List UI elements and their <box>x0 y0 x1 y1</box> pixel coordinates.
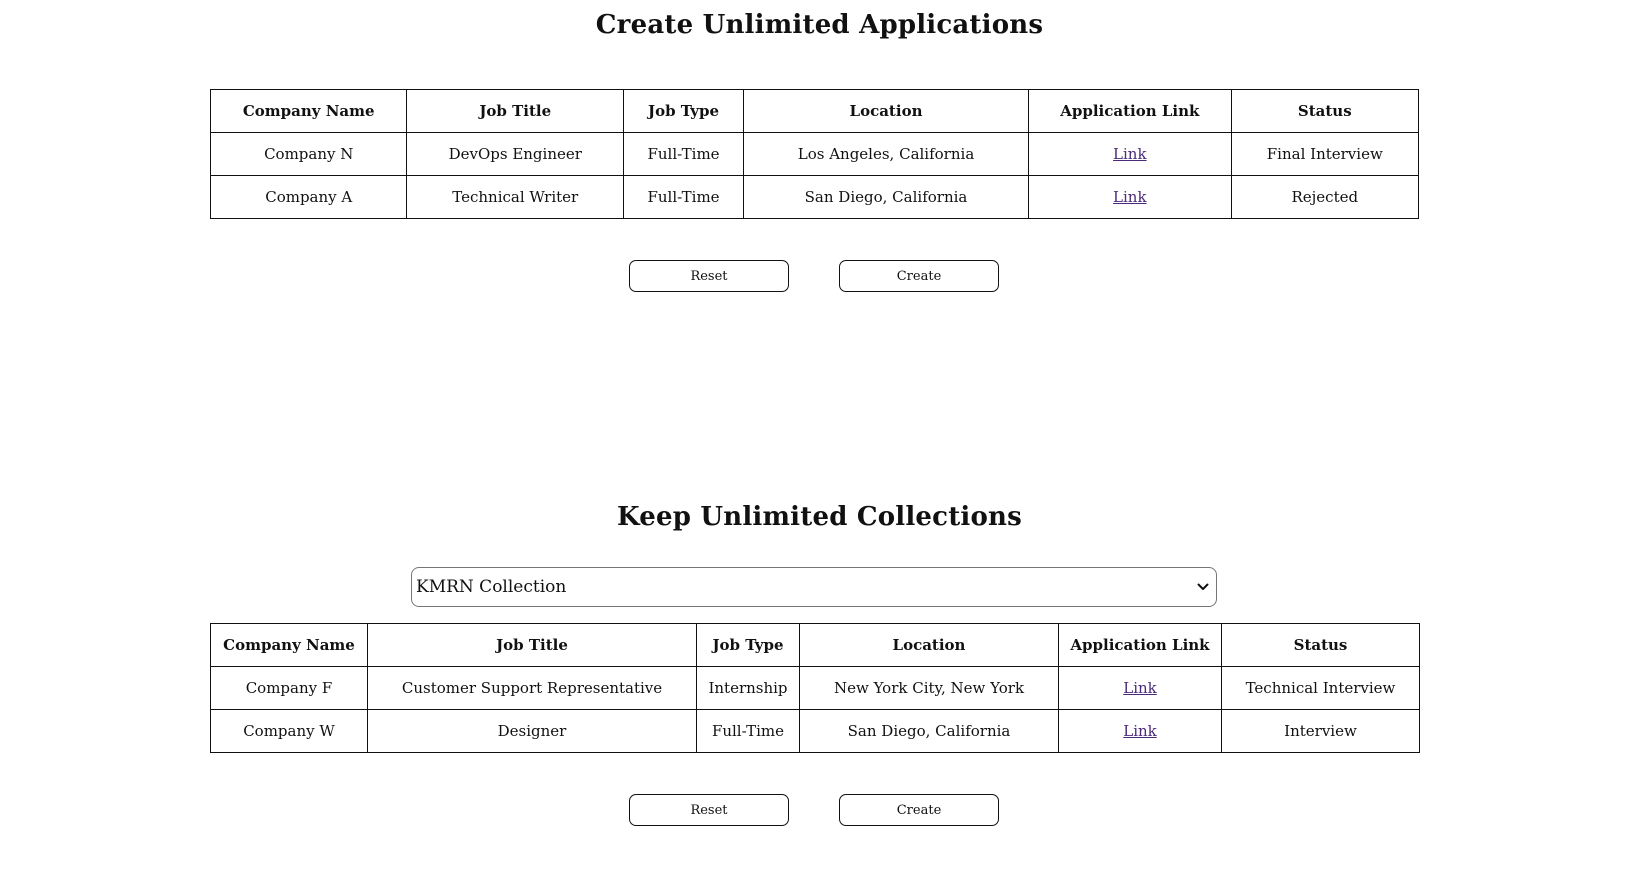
applications-table <box>210 89 1419 219</box>
cell-status: Rejected <box>1231 176 1418 219</box>
table-row <box>211 710 1420 753</box>
table-row <box>211 133 1419 176</box>
cell-company: Company W <box>211 710 368 753</box>
cell-job-type: Full-Time <box>624 176 744 219</box>
column-header-application-link: Application Link <box>1029 90 1232 133</box>
cell-application-link <box>1029 133 1232 176</box>
cell-job-title: DevOps Engineer <box>407 133 624 176</box>
cell-job-type: Full-Time <box>624 133 744 176</box>
cell-job-title: Customer Support Representative <box>368 667 697 710</box>
applications-reset-button[interactable]: Reset <box>629 260 789 292</box>
collections-reset-button[interactable]: Reset <box>629 794 789 826</box>
collections-button-row <box>0 794 1639 826</box>
column-header-company-name: Company Name <box>211 90 407 133</box>
cell-application-link <box>1059 710 1222 753</box>
column-header-location: Location <box>743 90 1028 133</box>
cell-application-link <box>1059 667 1222 710</box>
collection-select-value: KMRN Collection <box>416 577 567 597</box>
cell-status: Technical Interview <box>1222 667 1420 710</box>
collections-title: Keep Unlimited Collections <box>617 502 1022 532</box>
cell-status: Final Interview <box>1231 133 1418 176</box>
application-link[interactable]: Link <box>1113 145 1147 163</box>
collection-select[interactable] <box>411 567 1217 607</box>
applications-button-row <box>0 260 1639 292</box>
application-link[interactable]: Link <box>1123 722 1157 740</box>
cell-job-type: Internship <box>697 667 800 710</box>
applications-title: Create Unlimited Applications <box>595 10 1044 40</box>
column-header-job-type: Job Type <box>697 624 800 667</box>
cell-company: Company N <box>211 133 407 176</box>
chevron-down-icon <box>1196 580 1210 594</box>
collections-table <box>210 623 1420 753</box>
column-header-job-title: Job Title <box>407 90 624 133</box>
application-link[interactable]: Link <box>1123 679 1157 697</box>
column-header-job-type: Job Type <box>624 90 744 133</box>
column-header-company-name: Company Name <box>211 624 368 667</box>
application-link[interactable]: Link <box>1113 188 1147 206</box>
column-header-location: Location <box>800 624 1059 667</box>
cell-job-type: Full-Time <box>697 710 800 753</box>
cell-company: Company F <box>211 667 368 710</box>
table-row <box>211 667 1420 710</box>
cell-location: New York City, New York <box>800 667 1059 710</box>
table-header-row <box>211 90 1419 133</box>
collections-create-button[interactable]: Create <box>839 794 999 826</box>
table-header-row <box>211 624 1420 667</box>
cell-job-title: Designer <box>368 710 697 753</box>
column-header-status: Status <box>1231 90 1418 133</box>
column-header-application-link: Application Link <box>1059 624 1222 667</box>
column-header-job-title: Job Title <box>368 624 697 667</box>
cell-location: Los Angeles, California <box>743 133 1028 176</box>
column-header-status: Status <box>1222 624 1420 667</box>
cell-application-link <box>1029 176 1232 219</box>
applications-create-button[interactable]: Create <box>839 260 999 292</box>
table-row <box>211 176 1419 219</box>
cell-location: San Diego, California <box>800 710 1059 753</box>
cell-job-title: Technical Writer <box>407 176 624 219</box>
cell-company: Company A <box>211 176 407 219</box>
cell-status: Interview <box>1222 710 1420 753</box>
cell-location: San Diego, California <box>743 176 1028 219</box>
